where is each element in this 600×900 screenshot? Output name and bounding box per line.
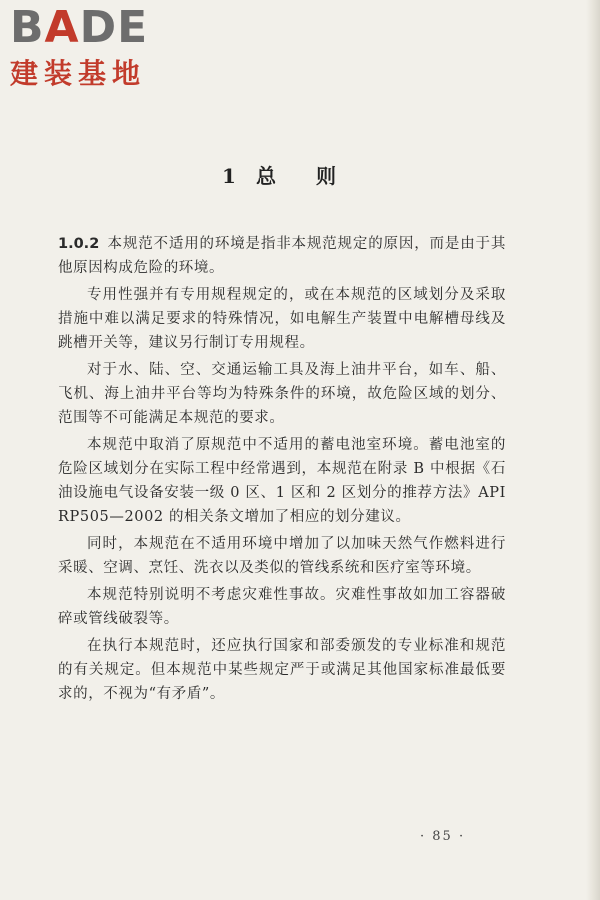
- logo-subtitle: 建装基地: [10, 57, 147, 90]
- logo-wordmark: [10, 2, 149, 53]
- paragraph-1: 专用性强并有专用规程规定的，或在本规范的区域划分及采取措施中难以满足要求的特殊情况，如电解生产装置中电解槽母线及跳槽开关等，建议另行制订专用规程。: [58, 287, 506, 351]
- body-text: [58, 232, 506, 709]
- paragraph-3: 本规范中取消了原规范中不适用的蓄电池室环境。蓄电池室的危险区域划分在实际工程中经常遇到，本规范在附录 B 中根据《石油设施电气设备安装一级 0 区、1 区和 2 区划分的推荐方法》API RP505—2002 的相关条文增加了相应的划分建议。: [58, 437, 506, 525]
- paragraph-2: 对于水、陆、空、交通运输工具及海上油井平台，如车、船、飞机、海上油井平台等均为特殊条件的环境，故危险区域的划分、范围等不可能满足本规范的要求。: [58, 362, 506, 426]
- paragraph-5: 本规范特别说明不考虑灾难性事故。灾难性事故如加工容器破碎或管线破裂等。: [58, 587, 506, 627]
- chapter-title: [0, 160, 560, 189]
- chapter-title-char-1: 总: [255, 164, 278, 188]
- page-edge-shadow: [586, 0, 600, 900]
- logo: [6, 2, 186, 98]
- clause-number: 1.0.2: [58, 236, 100, 252]
- page-number: · 85 ·: [420, 829, 466, 844]
- paragraph-6: 在执行本规范时，还应执行国家和部委颁发的专业标准和规范的有关规定。但本规范中某些规定严于或满足其他国家标准最低要求的，不视为“有矛盾”。: [58, 638, 506, 702]
- logo-letter-a: A: [44, 2, 80, 53]
- chapter-number: 1: [222, 164, 238, 188]
- clause-text: 本规范不适用的环境是指非本规范规定的原因，而是由于其他原因构成危险的环境。: [58, 236, 506, 276]
- logo-letter-b: B: [10, 2, 45, 53]
- paragraph-4: 同时，本规范在不适用环境中增加了以加味天然气作燃料进行采暖、空调、烹饪、洗衣以及类似的管线系统和医疗室等环境。: [58, 536, 506, 576]
- chapter-title-char-2: 则: [315, 164, 338, 188]
- clause-paragraph: [58, 232, 506, 280]
- logo-letters-de: DE: [79, 2, 149, 53]
